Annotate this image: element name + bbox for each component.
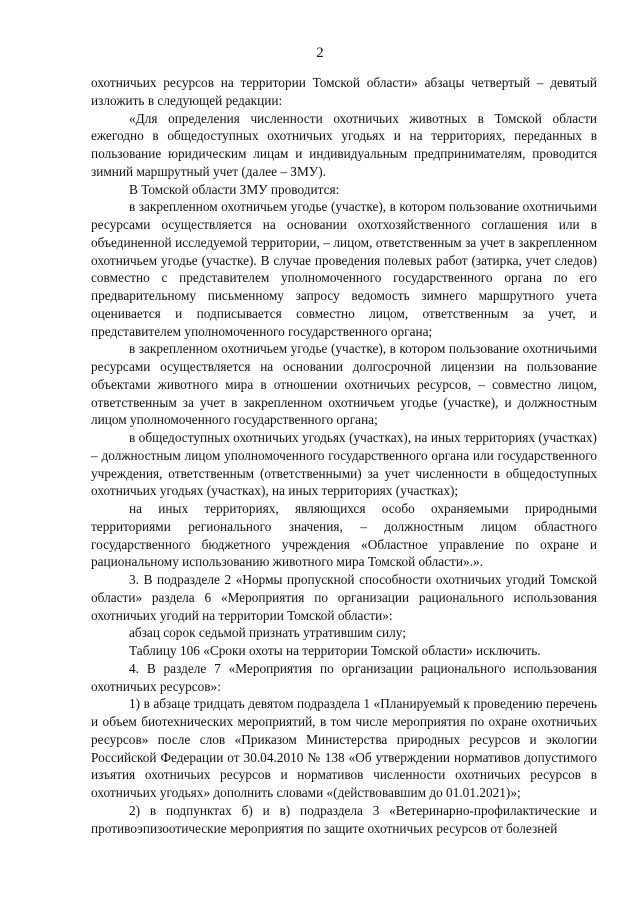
paragraph: 4. В разделе 7 «Мероприятия по организации рационального использования охотничьих ресурсов»: (91, 660, 597, 694)
paragraph: В Томской области ЗМУ проводится: (129, 181, 340, 197)
paragraph: в закрепленном охотничьем угодье (участке), в котором пользование охотничьими ресурсами осуществляется на основании долгосрочной лицензии на пользование объектами животного мира в отношении охотничьих ресурсов, – совместно лицом, ответственным за учет в закрепленном охотничьем угодье (участке), и должностным лицом уполномоченного государственного органа; (91, 341, 597, 428)
paragraph: «Для определения численности охотничьих животных в Томской области ежегодно в общедоступных охотничьих угодьях и на территориях, переданных в пользование юридическим лицам и индивидуальным предпринимателям, проводится зимний маршрутный учет (далее – ЗМУ). (91, 110, 597, 179)
paragraph: в закрепленном охотничьем угодье (участке), в котором пользование охотничьими ресурсами осуществляется на основании охотхозяйственного соглашения или в объединенной исследуемой территории, – лицом, ответственным за учет в закрепленном охотничьем угодье (участке). В случае проведения полевых работ (затирка, учет следов) совместно с представителем уполномоченного государственного органа по его предварительному письменному запросу ведомость зимнего маршрутного учета оценивается и подписывается совместно лицом, ответственным за учет, и представителем уполномоченного государственного органа; (91, 199, 597, 339)
paragraph: 2) в подпунктах б) и в) подраздела 3 «Ветеринарно-профилактические и противоэпизоотические мероприятия по защите охотничьих ресурсов от болезней (91, 802, 597, 836)
paragraph: абзац сорок седьмой признать утратившим силу; (129, 625, 406, 641)
paragraph: 1) в абзаце тридцать девятом подраздела 1 «Планируемый к проведению перечень и объем биотехнических мероприятий, в том числе мероприятия по охране охотничьих ресурсов» после слов «Приказом Министерства природных ресурсов и экологии Российской Федерации от 30.04.2010 № 138 «Об утверждении нормативов допустимого изъятия охотничьих ресурсов и нормативов численности охотничьих ресурсов в охотничьих угодьях» дополнить словами «(действовавшим до 01.01.2021)»; (91, 696, 597, 800)
paragraph: на иных территориях, являющихся особо охраняемыми природными территориями регионального значения, – должностным лицом областного государственного бюджетного учреждения «Областное управление по охране и рациональному использованию животного мира Томской области».». (91, 501, 597, 570)
page-number: 2 (316, 45, 324, 61)
document-body (91, 74, 597, 837)
paragraph: Таблицу 106 «Сроки охоты на территории Томской области» исключить. (129, 643, 541, 658)
paragraph: охотничьих ресурсов на территории Томской области» абзацы четвертый – девятый изложить в следующей редакции: (91, 75, 597, 108)
paragraph: в общедоступных охотничьих угодьях (участках), на иных территориях (участках) – должностным лицом уполномоченного государственного органа или государственного учреждения, ответственным (ответственными) за учет численности в общедоступных охотничьих угодьях (участках), на иных территориях (участках); (91, 430, 597, 499)
paragraph: 3. В подразделе 2 «Нормы пропускной способности охотничьих угодий Томской области» раздела 6 «Мероприятия по организации рационального использования охотничьих угодий на территории Томской области»: (91, 572, 597, 623)
